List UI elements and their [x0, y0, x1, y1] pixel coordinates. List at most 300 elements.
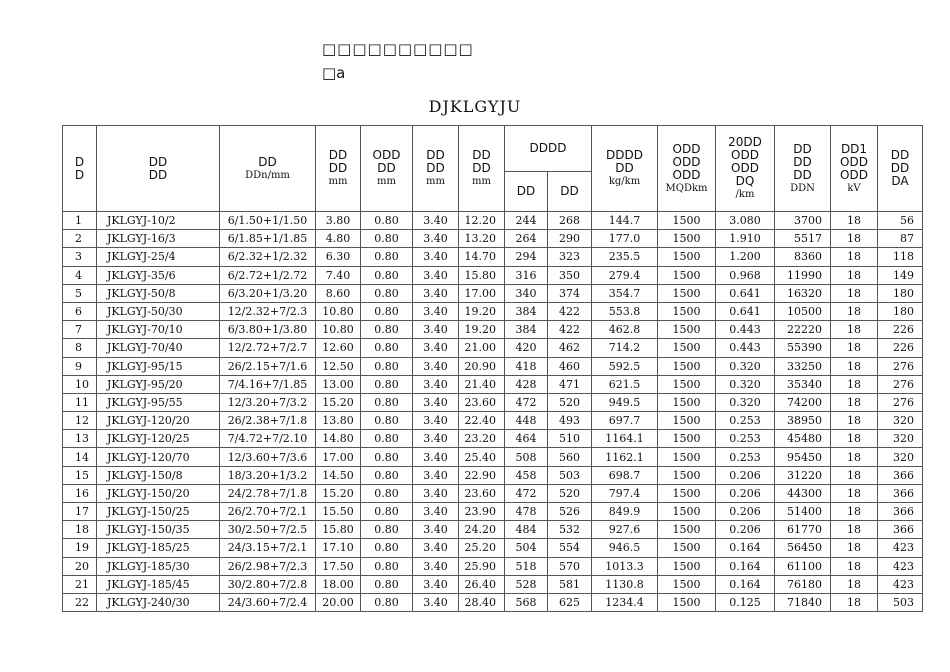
- table-cell: 71840: [775, 593, 831, 611]
- table-row: [63, 248, 923, 266]
- table-cell: 0.320: [716, 357, 775, 375]
- table-cell: 1500: [658, 266, 716, 284]
- table-cell: 235.5: [592, 248, 658, 266]
- table-cell: 276: [878, 357, 923, 375]
- table-cell: 23.60: [459, 393, 505, 411]
- table-cell: 510: [548, 430, 592, 448]
- column-header: [505, 126, 592, 172]
- table-cell: 18: [831, 248, 878, 266]
- table-cell: 0.80: [361, 284, 413, 302]
- table-cell: 30/2.50+7/2.5: [220, 521, 316, 539]
- table-cell: 14.70: [459, 248, 505, 266]
- table-cell: 1.910: [716, 230, 775, 248]
- table-cell: 33250: [775, 357, 831, 375]
- table-row: [63, 557, 923, 575]
- column-header-line: DA: [891, 174, 909, 188]
- table-cell: 420: [505, 339, 548, 357]
- table-cell: 276: [878, 393, 923, 411]
- table-cell: 3.40: [413, 230, 459, 248]
- table-cell: 3.40: [413, 266, 459, 284]
- column-header: [316, 126, 361, 212]
- table-cell: 15.50: [316, 503, 361, 521]
- table-cell: 0.80: [361, 321, 413, 339]
- table-row: [63, 593, 923, 611]
- column-unit: MQDkm: [665, 182, 708, 194]
- table-cell: 520: [548, 393, 592, 411]
- table-cell: 18: [831, 521, 878, 539]
- table-cell: 458: [505, 466, 548, 484]
- table-cell: 1500: [658, 248, 716, 266]
- table-cell: 528: [505, 575, 548, 593]
- table-cell: 3.40: [413, 430, 459, 448]
- column-header-line: DD1: [840, 141, 868, 156]
- table-cell: 25.40: [459, 448, 505, 466]
- table-cell: 0.206: [716, 484, 775, 502]
- table-cell: 428: [505, 375, 548, 393]
- table-cell: 3.40: [413, 557, 459, 575]
- table-cell: 1500: [658, 321, 716, 339]
- column-header-line: D: [74, 154, 85, 169]
- table-cell: 6/3.80+1/3.80: [220, 321, 316, 339]
- table-cell: 320: [878, 430, 923, 448]
- column-header-line: DD: [148, 167, 168, 182]
- table-cell: 26/2.70+7/2.1: [220, 503, 316, 521]
- document-title: DJKLGYJU: [428, 97, 522, 116]
- table-cell: 15.20: [316, 393, 361, 411]
- table-cell: 6/2.72+1/2.72: [220, 266, 316, 284]
- column-header-line: D: [74, 167, 85, 182]
- table-cell: 12: [63, 412, 97, 430]
- table-cell: 276: [878, 375, 923, 393]
- table-cell: 18: [831, 357, 878, 375]
- table-cell: 625: [548, 593, 592, 611]
- table-cell: 384: [505, 321, 548, 339]
- table-cell: 30/2.80+7/2.8: [220, 575, 316, 593]
- table-cell: 11990: [775, 266, 831, 284]
- table-cell: 508: [505, 448, 548, 466]
- table-cell: JKLGYJ-150/20: [97, 484, 220, 502]
- table-cell: 25.20: [459, 539, 505, 557]
- table-cell: 0.80: [361, 357, 413, 375]
- column-header-line: DD: [258, 154, 277, 169]
- column-header-line: ODD: [731, 148, 759, 162]
- table-cell: 3700: [775, 212, 831, 230]
- table-cell: 19: [63, 539, 97, 557]
- column-header-line: DD: [426, 161, 445, 175]
- column-header-line: ODD: [840, 154, 868, 169]
- table-cell: JKLGYJ-95/15: [97, 357, 220, 375]
- table-cell: 3.40: [413, 339, 459, 357]
- table-cell: 340: [505, 284, 548, 302]
- table-cell: 13: [63, 430, 97, 448]
- table-body: [63, 212, 923, 612]
- column-header-line: DD: [472, 148, 491, 162]
- table-cell: 18: [831, 593, 878, 611]
- table-cell: 5517: [775, 230, 831, 248]
- table-cell: 1500: [658, 430, 716, 448]
- table-cell: 0.443: [716, 339, 775, 357]
- table-cell: 464: [505, 430, 548, 448]
- table-cell: 0.320: [716, 393, 775, 411]
- table-cell: 15: [63, 466, 97, 484]
- table-row: [63, 448, 923, 466]
- table-cell: 3.40: [413, 539, 459, 557]
- table-cell: 1500: [658, 284, 716, 302]
- table-cell: 23.20: [459, 430, 505, 448]
- table-cell: 51400: [775, 503, 831, 521]
- table-cell: 28.40: [459, 593, 505, 611]
- table-cell: 366: [878, 503, 923, 521]
- table-cell: 6/1.85+1/1.85: [220, 230, 316, 248]
- table-cell: 0.80: [361, 448, 413, 466]
- table-cell: 568: [505, 593, 548, 611]
- table-cell: 24/3.60+7/2.4: [220, 593, 316, 611]
- column-header-line: ODD: [840, 167, 868, 182]
- table-cell: 0.206: [716, 466, 775, 484]
- table-cell: 354.7: [592, 284, 658, 302]
- table-cell: 0.80: [361, 503, 413, 521]
- table-cell: 87: [878, 230, 923, 248]
- table-cell: 472: [505, 393, 548, 411]
- table-cell: 18: [831, 230, 878, 248]
- sub-column-header: DD: [548, 172, 592, 212]
- column-header: [831, 126, 878, 212]
- table-cell: 18: [831, 557, 878, 575]
- table-cell: 3.40: [413, 357, 459, 375]
- table-cell: 1.200: [716, 248, 775, 266]
- table-cell: 553.8: [592, 302, 658, 320]
- table-cell: 0.968: [716, 266, 775, 284]
- table-cell: 1500: [658, 466, 716, 484]
- table-header: [63, 126, 923, 212]
- table-cell: 12/3.20+7/3.2: [220, 393, 316, 411]
- column-header-line: DD: [793, 154, 812, 169]
- column-header: [220, 126, 316, 212]
- table-cell: 8.60: [316, 284, 361, 302]
- table-cell: 22220: [775, 321, 831, 339]
- table-cell: 366: [878, 484, 923, 502]
- table-cell: 11: [63, 393, 97, 411]
- table-cell: 10500: [775, 302, 831, 320]
- table-cell: 268: [548, 212, 592, 230]
- table-cell: 560: [548, 448, 592, 466]
- table-cell: JKLGYJ-120/70: [97, 448, 220, 466]
- table-cell: 226: [878, 321, 923, 339]
- table-cell: 118: [878, 248, 923, 266]
- table-row: [63, 212, 923, 230]
- table-cell: 18: [831, 503, 878, 521]
- table-cell: 418: [505, 357, 548, 375]
- column-header-line: DDDD: [529, 141, 567, 155]
- column-header-line: DDDD: [606, 148, 643, 162]
- column-unit: mm: [328, 176, 348, 187]
- column-unit: /km: [735, 189, 755, 200]
- table-cell: 3.080: [716, 212, 775, 230]
- table-cell: JKLGYJ-150/8: [97, 466, 220, 484]
- column-header-line: DD: [328, 161, 348, 175]
- table-cell: 3.40: [413, 212, 459, 230]
- table-cell: JKLGYJ-150/25: [97, 503, 220, 521]
- table-cell: 0.80: [361, 339, 413, 357]
- table-cell: 1013.3: [592, 557, 658, 575]
- table-cell: 18: [831, 412, 878, 430]
- table-cell: 0.164: [716, 557, 775, 575]
- table-cell: 422: [548, 302, 592, 320]
- table-cell: 592.5: [592, 357, 658, 375]
- table-cell: 7: [63, 321, 97, 339]
- table-cell: 3.40: [413, 466, 459, 484]
- table-cell: 35340: [775, 375, 831, 393]
- table-cell: 0.164: [716, 575, 775, 593]
- table-cell: 18: [831, 575, 878, 593]
- table-cell: 18: [831, 375, 878, 393]
- table-cell: 0.80: [361, 466, 413, 484]
- table-cell: 0.80: [361, 521, 413, 539]
- table-cell: 9: [63, 357, 97, 375]
- table-cell: 350: [548, 266, 592, 284]
- table-cell: 0.253: [716, 430, 775, 448]
- table-cell: 23.90: [459, 503, 505, 521]
- table-cell: 56: [878, 212, 923, 230]
- table-cell: 15.80: [316, 521, 361, 539]
- table-cell: 20.90: [459, 357, 505, 375]
- table-cell: 0.641: [716, 302, 775, 320]
- table-cell: JKLGYJ-150/35: [97, 521, 220, 539]
- table-cell: 3.40: [413, 575, 459, 593]
- table-cell: 1162.1: [592, 448, 658, 466]
- table-cell: 18: [831, 393, 878, 411]
- table-cell: 0.80: [361, 230, 413, 248]
- column-unit: DDn/mm: [245, 169, 290, 181]
- table-cell: JKLGYJ-50/8: [97, 284, 220, 302]
- table-cell: 21.40: [459, 375, 505, 393]
- table-cell: 1130.8: [592, 575, 658, 593]
- table-cell: 24.20: [459, 521, 505, 539]
- column-header: [658, 126, 716, 212]
- table-cell: 3.40: [413, 393, 459, 411]
- table-cell: 18.00: [316, 575, 361, 593]
- table-cell: JKLGYJ-25/4: [97, 248, 220, 266]
- table-cell: 12/2.72+7/2.7: [220, 339, 316, 357]
- table-cell: 570: [548, 557, 592, 575]
- table-cell: 22.90: [459, 466, 505, 484]
- table-row: [63, 375, 923, 393]
- table-cell: 12/2.32+7/2.3: [220, 302, 316, 320]
- table-cell: 1500: [658, 575, 716, 593]
- table-cell: 3.40: [413, 321, 459, 339]
- table-cell: 24/3.15+7/2.1: [220, 539, 316, 557]
- table-cell: 949.5: [592, 393, 658, 411]
- table-cell: 14: [63, 448, 97, 466]
- table-cell: 3.40: [413, 448, 459, 466]
- table-cell: 423: [878, 557, 923, 575]
- table-cell: 0.164: [716, 539, 775, 557]
- table-cell: 1500: [658, 448, 716, 466]
- table-cell: 698.7: [592, 466, 658, 484]
- table-row: [63, 302, 923, 320]
- table-cell: 8: [63, 339, 97, 357]
- table-cell: 7/4.72+7/2.10: [220, 430, 316, 448]
- table-cell: 3.80: [316, 212, 361, 230]
- table-cell: 18: [831, 430, 878, 448]
- table-cell: 320: [878, 412, 923, 430]
- column-header-line: ODD: [672, 141, 701, 156]
- table-cell: 366: [878, 466, 923, 484]
- table-cell: 374: [548, 284, 592, 302]
- table-cell: 1500: [658, 412, 716, 430]
- table-cell: JKLGYJ-70/10: [97, 321, 220, 339]
- table-cell: JKLGYJ-70/40: [97, 339, 220, 357]
- table-cell: JKLGYJ-35/6: [97, 266, 220, 284]
- table-cell: 714.2: [592, 339, 658, 357]
- table-cell: 18: [831, 484, 878, 502]
- column-header-line: DD: [890, 161, 910, 175]
- table-cell: 17.10: [316, 539, 361, 557]
- table-cell: 0.125: [716, 593, 775, 611]
- table-cell: 946.5: [592, 539, 658, 557]
- table-cell: 504: [505, 539, 548, 557]
- table-cell: 0.443: [716, 321, 775, 339]
- table-cell: 518: [505, 557, 548, 575]
- table-cell: 554: [548, 539, 592, 557]
- table-cell: JKLGYJ-95/20: [97, 375, 220, 393]
- table-cell: 290: [548, 230, 592, 248]
- table-cell: 26.40: [459, 575, 505, 593]
- cable-spec-table: [62, 125, 923, 612]
- table-cell: 21: [63, 575, 97, 593]
- table-row: [63, 503, 923, 521]
- table-cell: JKLGYJ-185/45: [97, 575, 220, 593]
- table-cell: 503: [878, 593, 923, 611]
- table-cell: 471: [548, 375, 592, 393]
- table-cell: 6/2.32+1/2.32: [220, 248, 316, 266]
- table-cell: 0.80: [361, 375, 413, 393]
- table-cell: 0.80: [361, 430, 413, 448]
- table-cell: 10.80: [316, 321, 361, 339]
- table-cell: 0.80: [361, 484, 413, 502]
- column-unit: mm: [426, 176, 445, 187]
- table-cell: 17.00: [459, 284, 505, 302]
- table-cell: 3.40: [413, 593, 459, 611]
- table-cell: 1500: [658, 593, 716, 611]
- table-cell: 7/4.16+7/1.85: [220, 375, 316, 393]
- table-cell: 18: [831, 302, 878, 320]
- table-cell: 7.40: [316, 266, 361, 284]
- column-header: [459, 126, 505, 212]
- table-cell: 26/2.98+7/2.3: [220, 557, 316, 575]
- table-cell: 177.0: [592, 230, 658, 248]
- table-cell: 448: [505, 412, 548, 430]
- table-cell: 19.20: [459, 321, 505, 339]
- table-cell: 1500: [658, 339, 716, 357]
- table-cell: 74200: [775, 393, 831, 411]
- table-cell: 12.60: [316, 339, 361, 357]
- header-row: [63, 126, 923, 172]
- table-cell: 1500: [658, 503, 716, 521]
- table-cell: 279.4: [592, 266, 658, 284]
- table-cell: 21.00: [459, 339, 505, 357]
- table-cell: 18: [831, 212, 878, 230]
- column-header-line: ODD: [372, 148, 401, 162]
- table-cell: 422: [548, 321, 592, 339]
- table-cell: 3.40: [413, 503, 459, 521]
- table-cell: 3.40: [413, 484, 459, 502]
- column-header-line: DD: [148, 154, 168, 169]
- table-cell: 316: [505, 266, 548, 284]
- table-cell: 294: [505, 248, 548, 266]
- table-cell: 797.4: [592, 484, 658, 502]
- column-header-line: DD: [890, 148, 910, 162]
- table-cell: 320: [878, 448, 923, 466]
- table-cell: 1500: [658, 539, 716, 557]
- table-row: [63, 393, 923, 411]
- table-cell: 462.8: [592, 321, 658, 339]
- column-header-line: DD: [793, 167, 812, 182]
- table-row: [63, 521, 923, 539]
- column-header-line: DD: [793, 141, 812, 156]
- table-cell: 10.80: [316, 302, 361, 320]
- table-cell: 532: [548, 521, 592, 539]
- table-cell: 6: [63, 302, 97, 320]
- table-cell: 0.253: [716, 448, 775, 466]
- table-row: [63, 575, 923, 593]
- table-cell: 56450: [775, 539, 831, 557]
- table-cell: 6.30: [316, 248, 361, 266]
- table-row: [63, 430, 923, 448]
- table-cell: 20: [63, 557, 97, 575]
- table-cell: 460: [548, 357, 592, 375]
- table-cell: 5: [63, 284, 97, 302]
- table-cell: 8360: [775, 248, 831, 266]
- table-cell: 23.60: [459, 484, 505, 502]
- column-header-line: DD: [377, 161, 396, 175]
- column-unit: mm: [377, 176, 396, 187]
- table-cell: 423: [878, 539, 923, 557]
- column-header-line: ODD: [672, 167, 701, 182]
- table-cell: 18: [831, 284, 878, 302]
- table-cell: 462: [548, 339, 592, 357]
- table-cell: 526: [548, 503, 592, 521]
- table-cell: 3.40: [413, 284, 459, 302]
- table-cell: 0.80: [361, 575, 413, 593]
- table-cell: 15.20: [316, 484, 361, 502]
- table-row: [63, 266, 923, 284]
- header-line-1: □□□□□□□□□□: [322, 40, 474, 58]
- table-cell: 3: [63, 248, 97, 266]
- table-cell: 0.320: [716, 375, 775, 393]
- table-cell: 12.20: [459, 212, 505, 230]
- table-cell: 19.20: [459, 302, 505, 320]
- table-cell: 16320: [775, 284, 831, 302]
- table-cell: 0.641: [716, 284, 775, 302]
- table-row: [63, 321, 923, 339]
- table-row: [63, 484, 923, 502]
- table-cell: 0.80: [361, 212, 413, 230]
- table-cell: 0.206: [716, 521, 775, 539]
- table-row: [63, 412, 923, 430]
- table-cell: JKLGYJ-185/30: [97, 557, 220, 575]
- column-header: [63, 126, 97, 212]
- table-cell: 4.80: [316, 230, 361, 248]
- table-cell: 180: [878, 302, 923, 320]
- table-cell: 3.40: [413, 375, 459, 393]
- table-cell: 17: [63, 503, 97, 521]
- table-cell: 18/3.20+1/3.2: [220, 466, 316, 484]
- table-cell: 1500: [658, 393, 716, 411]
- table-cell: 180: [878, 284, 923, 302]
- table-cell: 0.206: [716, 503, 775, 521]
- table-cell: 10: [63, 375, 97, 393]
